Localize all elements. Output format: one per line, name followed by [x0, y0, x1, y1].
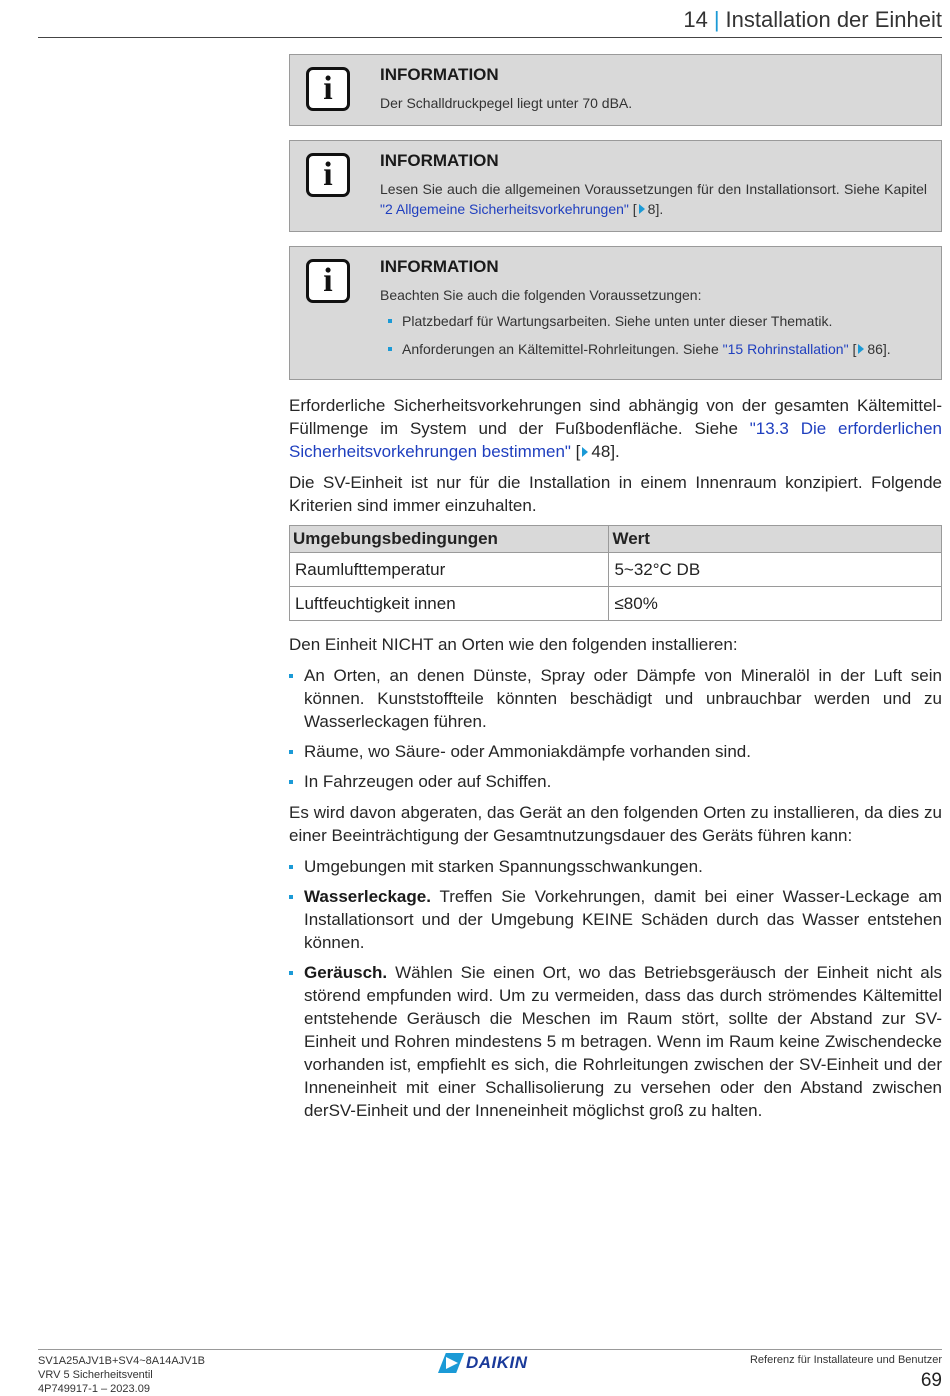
info-text: [380, 179, 927, 219]
paragraph: [289, 394, 942, 463]
footer-left: [38, 1354, 205, 1396]
header-separator: |: [713, 7, 720, 32]
section-link[interactable]: "13.3 Die erforderlichen Sicherheitsvorkehrungen bestimmen": [289, 419, 942, 461]
info-title: INFORMATION: [380, 151, 499, 170]
ref-close: ].: [882, 341, 891, 357]
table-header: Umgebungsbedingungen: [290, 526, 609, 553]
triangle-arrow-icon: [858, 344, 864, 354]
info-text: Beachten Sie auch die folgenden Voraussetzungen:: [380, 287, 702, 303]
ref-page: 86: [867, 341, 883, 357]
page-number: 69: [920, 1370, 942, 1391]
model-code: SV1A25AJV1B+SV4~8A14AJV1B: [38, 1355, 205, 1367]
triangle-arrow-icon: [582, 447, 588, 457]
list-item: Räume, wo Säure- oder Ammoniakdämpfe vorhanden sind.: [289, 740, 942, 763]
list-item: [380, 339, 927, 359]
chapter-link[interactable]: "15 Rohrinstallation": [722, 341, 849, 357]
paragraph: Die SV-Einheit ist nur für die Installation in einem Innenraum konzipiert. Folgende Kriterien sind immer einzuhalten.: [289, 473, 942, 515]
ref-page: 8: [647, 201, 656, 217]
list-item-text: Anforderungen an Kältemittel-Rohrleitungen. Siehe: [402, 341, 723, 357]
list-item: An Orten, an denen Dünste, Spray oder Dämpfe von Mineralöl in der Luft sein können. Kunststoffteile könnten beschädigt und unbrauchbar werden und zu Wasserleckagen führen.: [289, 664, 942, 733]
paragraph: Es wird davon abgeraten, das Gerät an den folgenden Orten zu installieren, da dies zu einer Beeinträchtigung der Gesamtnutzungsdauer des Geräts führen kann:: [289, 803, 942, 845]
item-text: Treffen Sie Vorkehrungen, damit bei einer Wasser-Leckage am Installationsort und der Umgebung KEINE Schäden durch das Wasser entstehen können.: [304, 887, 942, 952]
list-item: Platzbedarf für Wartungsarbeiten. Siehe unten unter dieser Thematik.: [380, 311, 927, 331]
list-item: [289, 885, 942, 954]
info-text: Der Schalldruckpegel liegt unter 70 dBA.: [380, 95, 633, 111]
chapter-title: Installation der Einheit: [725, 7, 942, 32]
table-header-row: [290, 526, 942, 553]
chapter-number: 14: [683, 7, 708, 32]
table-row: [290, 587, 942, 621]
table-header: Wert: [609, 526, 942, 553]
info-box: [289, 54, 942, 126]
info-list: [380, 311, 927, 359]
document-type: Referenz für Installateure und Benutzer: [749, 1354, 942, 1366]
main-content: [289, 54, 942, 1130]
bullet-list: [289, 855, 942, 1122]
table-cell: ≤80%: [609, 587, 942, 621]
table-cell: Luftfeuchtigkeit innen: [290, 587, 609, 621]
list-item: [289, 961, 942, 1122]
info-box: [289, 246, 942, 380]
info-box: [289, 140, 942, 232]
information-icon: i: [306, 259, 350, 303]
item-heading: Wasserleckage.: [304, 887, 431, 906]
list-item: In Fahrzeugen oder auf Schiffen.: [289, 770, 942, 793]
paragraph: Den Einheit NICHT an Orten wie den folgenden installieren:: [289, 635, 738, 654]
item-heading: Geräusch.: [304, 963, 388, 982]
triangle-arrow-icon: [639, 204, 645, 214]
info-text-part: Lesen Sie auch die allgemeinen Voraussetzungen für den Installationsort. Siehe Kapitel: [380, 181, 927, 197]
daikin-logo-mark-icon: [438, 1353, 464, 1373]
information-icon: i: [306, 153, 350, 197]
bullet-list: [289, 664, 942, 793]
table-cell: Raumlufttemperatur: [290, 553, 609, 587]
ref-open: [: [628, 201, 637, 217]
logo-text: DAIKIN: [466, 1353, 528, 1372]
footer-divider: [38, 1349, 942, 1350]
chapter-heading: [683, 7, 942, 33]
item-text: Wählen Sie einen Ort, wo das Betriebsgeräusch der Einheit nicht als störend empfunden wird. Um zu vermeiden, dass das durch strömendes Kältemittel entstehende Geräusch die Meschen im Raum stört, sollte der Abstand zur SV-Einheit und Rohren mindestens 5 m betragen. Wenn im Raum keine Zwischendecke vorhanden ist, empfiehlt es sich, die Rohrleitungen zwischen der SV-Einheit und der Inneneinheit mit einer Schallisolierung zu versehen oder den Abstand zwischen derSV-Einheit und der Inneneinheit möglichst groß zu halten.: [304, 963, 942, 1120]
info-title: INFORMATION: [380, 65, 499, 84]
ref-page: 48: [591, 442, 611, 461]
page-header: [38, 0, 942, 38]
daikin-logo: [438, 1353, 542, 1375]
ref-open: [: [848, 341, 857, 357]
ref-open: [: [570, 442, 581, 461]
chapter-link[interactable]: "2 Allgemeine Sicherheitsvorkehrungen": [380, 201, 629, 217]
ref-close: ].: [655, 201, 664, 217]
list-item: Umgebungen mit starken Spannungsschwankungen.: [289, 855, 942, 878]
document-id: 4P749917-1 – 2023.09: [38, 1383, 150, 1395]
footer-right: [750, 1354, 942, 1392]
product-name: VRV 5 Sicherheitsventil: [38, 1369, 153, 1381]
paragraph-text: Erforderliche Sicherheitsvorkehrungen sind abhängig von der gesamten Kältemittel-Füllmenge im System und der Fußbodenfläche. Siehe: [289, 396, 942, 438]
environment-table: [289, 525, 942, 621]
table-cell: 5~32°C DB: [609, 553, 942, 587]
ref-close: ].: [610, 442, 620, 461]
table-row: [290, 553, 942, 587]
information-icon: i: [306, 67, 350, 111]
info-title: INFORMATION: [380, 257, 499, 276]
